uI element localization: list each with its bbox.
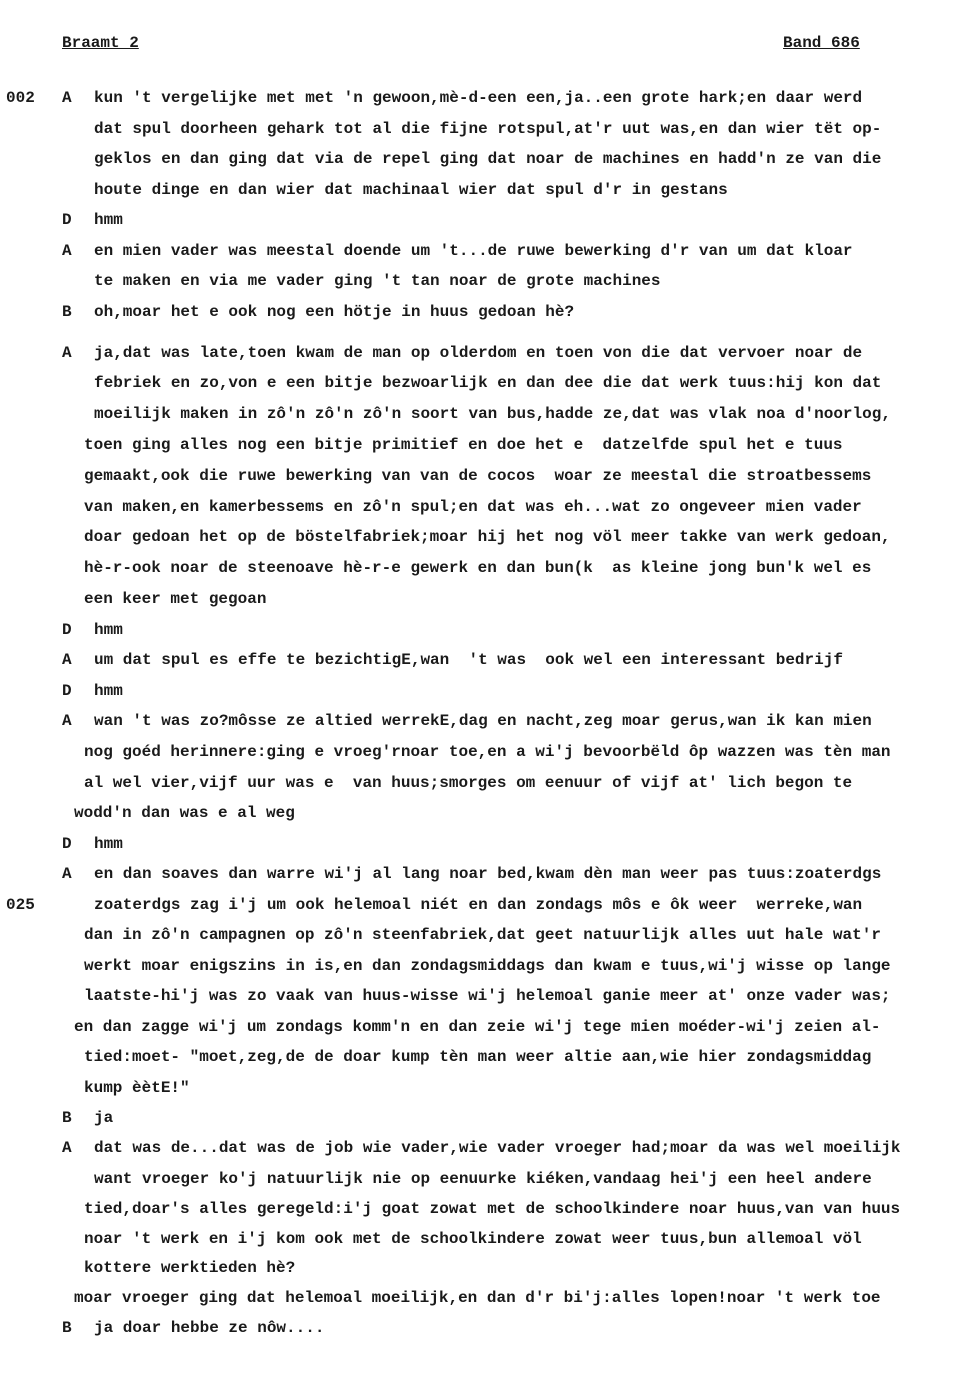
- speaker-label: B: [62, 1109, 72, 1127]
- speaker-label: A: [62, 344, 72, 362]
- speaker-label: A: [62, 242, 72, 260]
- speaker-label: A: [62, 712, 72, 730]
- transcript-line: te maken en via me vader ging 't tan noar de grote machines: [94, 272, 661, 290]
- transcript-line: laatste-hi'j was zo vaak van huus-wisse wi'j helemoal ganie meer at' onze vader was;: [84, 987, 891, 1005]
- transcript-line: dat spul doorheen gehark tot al die fijne rotspul,at'r uut was,en dan wier tët op-: [94, 120, 882, 138]
- transcript-line: tied:moet- "moet,zeg,de de doar kump tèn man weer altie aan,wie hier zondagsmiddag: [84, 1048, 872, 1066]
- transcript-line: gemaakt,ook die ruwe bewerking van van de cocos woar ze meestal die stroatbessems: [84, 467, 872, 485]
- transcript-line: hmm: [94, 621, 123, 639]
- transcript-line: en mien vader was meestal doende um 't...de ruwe bewerking d'r van um dat kloar: [94, 242, 853, 260]
- line-number: 002: [6, 89, 35, 107]
- transcript-line: febriek en zo,von e een bitje bezwoarlijk en dan dee die dat werk tuus:hij kon dat: [94, 374, 882, 392]
- transcript-line: ja,dat was late,toen kwam de man op olderdom en toen von die dat vervoer noar de: [94, 344, 863, 362]
- transcript-line: houte dinge en dan wier dat machinaal wier dat spul d'r in gestans: [94, 181, 728, 199]
- transcript-line: um dat spul es effe te bezichtigE,wan 't was ook wel een interessant bedrijf: [94, 651, 843, 669]
- transcript-line: nog goéd herinnere:ging e vroeg'rnoar toe,en a wi'j bevoorbëld ôp wazzen was tèn man: [84, 743, 891, 761]
- speaker-label: D: [62, 682, 72, 700]
- speaker-label: B: [62, 1319, 72, 1337]
- transcript-line: moeilijk maken in zô'n zô'n zô'n soort van bus,hadde ze,dat was vlak noa d'noorlog,: [94, 405, 891, 423]
- line-number: 025: [6, 896, 35, 914]
- transcript-line: geklos en dan ging dat via de repel ging dat noar de machines en hadd'n ze van die: [94, 150, 882, 168]
- transcript-line: zoaterdgs zag i'j um ook helemoal niét en dan zondags môs e ôk weer werreke,wan: [94, 896, 863, 914]
- transcript-line: kottere werktieden hè?: [84, 1259, 296, 1277]
- header-band: Band 686: [783, 34, 860, 52]
- transcript-line: want vroeger ko'j natuurlijk nie op eenuurke kiéken,vandaag hei'j een heel andere: [94, 1170, 872, 1188]
- transcript-line: en dan zagge wi'j um zondags komm'n en dan zeie wi'j tege mien moéder-wi'j zeien al-: [74, 1018, 881, 1036]
- header-title: Braamt 2: [62, 34, 139, 52]
- transcript-line: toen ging alles nog een bitje primitief en doe het e datzelfde spul het e tuus: [84, 436, 843, 454]
- transcript-line: een keer met gegoan: [84, 590, 267, 608]
- transcript-line: oh,moar het e ook nog een hötje in huus gedoan hè?: [94, 303, 575, 321]
- transcript-line: hmm: [94, 835, 123, 853]
- transcript-line: moar vroeger ging dat helemoal moeilijk,en dan d'r bi'j:alles lopen!noar 't werk toe: [74, 1289, 881, 1307]
- speaker-label: A: [62, 1139, 72, 1157]
- transcript-line: van maken,en kamerbessems en zô'n spul;en dat was eh...wat zo ongeveer mien vader: [84, 498, 862, 516]
- transcript-line: dan in zô'n campagnen op zô'n steenfabriek,dat geet natuurlijk alles uut hale wat'r: [84, 926, 881, 944]
- speaker-label: A: [62, 865, 72, 883]
- speaker-label: D: [62, 621, 72, 639]
- speaker-label: D: [62, 211, 72, 229]
- transcript-line: kump èètE!": [84, 1079, 190, 1097]
- speaker-label: A: [62, 89, 72, 107]
- speaker-label: D: [62, 835, 72, 853]
- speaker-label: A: [62, 651, 72, 669]
- speaker-label: B: [62, 303, 72, 321]
- transcript-line: noar 't werk en i'j kom ook met de schoolkindere zowat weer tuus,bun allemoal völ: [84, 1230, 862, 1248]
- transcript-line: werkt moar enigszins in is,en dan zondagsmiddags dan kwam e tuus,wi'j wisse op lange: [84, 957, 891, 975]
- transcript-line: wodd'n dan was e al weg: [74, 804, 295, 822]
- transcript-line: hmm: [94, 682, 123, 700]
- transcript-line: hmm: [94, 211, 123, 229]
- transcript-line: dat was de...dat was de job wie vader,wie vader vroeger had;moar da was wel moeilijk: [94, 1139, 901, 1157]
- transcript-line: al wel vier,vijf uur was e van huus;smorges om eenuur of vijf at' lich begon te: [84, 774, 853, 792]
- transcript-line: kun 't vergelijke met met 'n gewoon,mè-d-een een,ja..een grote hark;en daar werd: [94, 89, 863, 107]
- transcript-line: wan 't was zo?môsse ze altied werrekE,dag en nacht,zeg moar gerus,wan ik kan mien: [94, 712, 872, 730]
- transcript-line: en dan soaves dan warre wi'j al lang noar bed,kwam dèn man weer pas tuus:zoaterdgs: [94, 865, 882, 883]
- transcript-line: tied,doar's alles geregeld:i'j goat zowat met de schoolkindere noar huus,van van huus: [84, 1200, 901, 1218]
- transcript-line: doar gedoan het op de böstelfabriek;moar hij het nog völ meer takke van werk gedoan,: [84, 528, 891, 546]
- transcript-line: ja: [94, 1109, 114, 1127]
- transcript-line: ja doar hebbe ze nôw....: [94, 1319, 325, 1337]
- transcript-line: hè-r-ook noar de steenoave hè-r-e gewerk en dan bun(k as kleine jong bun'k wel es: [84, 559, 872, 577]
